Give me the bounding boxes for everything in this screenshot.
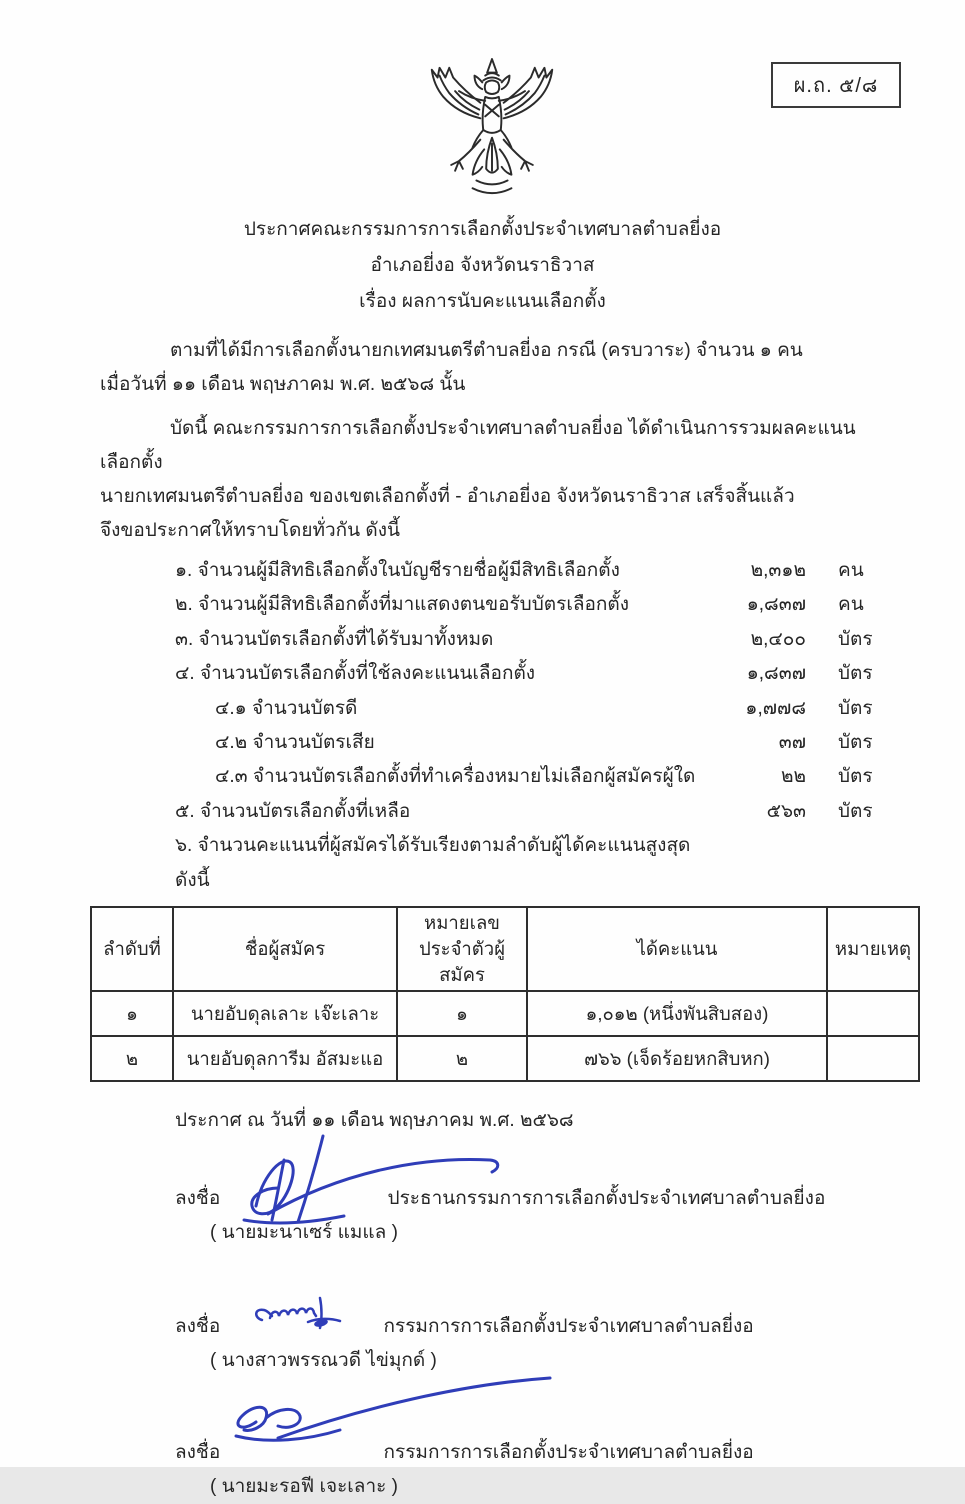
result-unit: บัตร xyxy=(838,766,873,788)
cell-note xyxy=(827,1036,919,1081)
sign-here-label: ลงชื่อ xyxy=(175,1442,221,1464)
cell-rank: ๒ xyxy=(91,1036,173,1081)
paragraph-1-line-1: ตามที่ได้มีการเลือกตั้งนายกเทศมนตรีตำบลยี่งอ กรณี (ครบวาระ) จำนวน ๑ คน xyxy=(170,340,803,361)
result-value xyxy=(706,829,806,898)
result-row xyxy=(175,760,880,794)
result-label: ๔.๓ จำนวนบัตรเลือกตั้งที่ทำเครื่องหมายไม่เลือกผู้สมัครผู้ใด xyxy=(215,766,696,788)
result-unit: บัตร xyxy=(838,628,873,650)
signature-row xyxy=(0,1436,965,1470)
result-row xyxy=(175,829,880,898)
result-unit: คน xyxy=(838,594,864,616)
result-label: ๒. จำนวนผู้มีสิทธิเลือกตั้งที่มาแสดงตนขอรับบัตรเลือกตั้ง xyxy=(175,594,630,616)
result-value: ๑,๘๓๗ xyxy=(746,594,806,616)
result-value: ๒,๓๑๒ xyxy=(750,560,806,581)
table-row xyxy=(91,1036,919,1081)
signer-title: ประธานกรรมการการเลือกตั้งประจำเทศบาลตำบลยี่งอ xyxy=(387,1188,826,1210)
result-value: ๒๒ xyxy=(780,766,806,788)
signature-block-commissioner-1 xyxy=(0,1310,965,1378)
result-row xyxy=(175,795,880,829)
paragraph-2-line-2: นายกเทศมนตรีตำบลยี่งอ ของเขตเลือกตั้งที่ - อำเภอยี่งอ จังหวัดนราธิวาส เสร็จสิ้นแล้ว xyxy=(100,486,795,507)
signer-name: ( นายมะรอฟี เจะเลาะ ) xyxy=(210,1476,398,1498)
cell-candidate-name: นายอับดุลเลาะ เจ๊ะเลาะ xyxy=(173,991,397,1036)
cell-note xyxy=(827,991,919,1036)
candidate-table-wrapper xyxy=(90,906,965,1082)
result-unit: บัตร xyxy=(838,663,873,685)
result-value: ๒,๔๐๐ xyxy=(750,628,806,650)
garuda-emblem xyxy=(424,56,560,207)
result-label: ๔.๒ จำนวนบัตรเสีย xyxy=(215,732,375,754)
result-unit: บัตร xyxy=(838,697,873,719)
form-code: ผ.ถ. ๕/๘ xyxy=(793,75,879,97)
table-row xyxy=(91,991,919,1036)
paragraph-2-line-1: บัดนี้ คณะกรรมการการเลือกตั้งประจำเทศบาลตำบลยี่งอ ได้ดำเนินการรวมผลคะแนนเลือกตั้ง xyxy=(100,418,856,473)
signature-block-commissioner-2 xyxy=(0,1436,965,1504)
result-row xyxy=(175,554,880,588)
paragraph-2 xyxy=(0,412,965,548)
signature-row xyxy=(0,1182,965,1216)
signer-name: ( นางสาวพรรณวดี ไข่มุกด์ ) xyxy=(210,1350,437,1372)
cell-score: ๑,๐๑๒ (หนึ่งพันสิบสอง) xyxy=(527,991,827,1036)
result-row xyxy=(175,657,880,691)
result-value: ๕๖๓ xyxy=(766,800,806,822)
document-subject-line: เรื่อง ผลการนับคะแนนเลือกตั้ง xyxy=(359,291,606,312)
header-note: หมายเหตุ xyxy=(827,907,919,991)
cell-candidate-number: ๑ xyxy=(397,991,527,1036)
cell-candidate-name: นายอับดุลการีม อัสมะแอ xyxy=(173,1036,397,1081)
sign-here-label: ลงชื่อ xyxy=(175,1316,221,1338)
result-label: ๑. จำนวนผู้มีสิทธิเลือกตั้งในบัญชีรายชื่อผู้มีสิทธิเลือกตั้ง xyxy=(175,560,620,581)
paragraph-1 xyxy=(0,334,965,402)
result-label: ๓. จำนวนบัตรเลือกตั้งที่ได้รับมาทั้งหมด xyxy=(175,628,494,650)
result-label: ๕. จำนวนบัตรเลือกตั้งที่เหลือ xyxy=(175,800,411,822)
cell-rank: ๑ xyxy=(91,991,173,1036)
result-value: ๓๗ xyxy=(778,732,806,754)
header-candidate-name: ชื่อผู้สมัคร xyxy=(173,907,397,991)
result-label: ๔. จำนวนบัตรเลือกตั้งที่ใช้ลงคะแนนเลือกตั้ง xyxy=(175,663,536,685)
cell-score: ๗๖๖ (เจ็ดร้อยหกสิบหก) xyxy=(527,1036,827,1081)
table-header-row xyxy=(91,907,919,991)
result-label: ๖. จำนวนคะแนนที่ผู้สมัครได้รับเรียงตามลำดับผู้ได้คะแนนสูงสุด ดังนี้ xyxy=(175,835,691,891)
announcement-date-line: ประกาศ ณ วันที่ ๑๑ เดือน พฤษภาคม พ.ศ. ๒๕๖๘ xyxy=(175,1110,574,1132)
signer-title: กรรมการการเลือกตั้งประจำเทศบาลตำบลยี่งอ xyxy=(383,1316,754,1338)
header-rank: ลำดับที่ xyxy=(91,907,173,991)
result-value: ๑,๗๗๘ xyxy=(745,697,806,719)
signature-row xyxy=(0,1310,965,1344)
commissioner-1-signature-image xyxy=(250,1294,370,1344)
signer-title: กรรมการการเลือกตั้งประจำเทศบาลตำบลยี่งอ xyxy=(383,1442,754,1464)
document-content xyxy=(0,212,965,1504)
result-unit xyxy=(806,829,880,898)
document-title-line-2: อำเภอยี่งอ จังหวัดนราธิวาส xyxy=(370,255,595,276)
header-score: ได้คะแนน xyxy=(527,907,827,991)
result-unit: คน xyxy=(838,560,864,581)
paragraph-2-line-3: จึงขอประกาศให้ทราบโดยทั่วกัน ดังนี้ xyxy=(100,520,401,541)
result-label: ๔.๑ จำนวนบัตรดี xyxy=(215,697,358,719)
result-row xyxy=(175,623,880,657)
cell-candidate-number: ๒ xyxy=(397,1036,527,1081)
document-title-line-1: ประกาศคณะกรรมการการเลือกตั้งประจำเทศบาลตำบลยี่งอ xyxy=(243,219,722,240)
form-code-box xyxy=(771,62,901,108)
result-value: ๑,๘๓๗ xyxy=(746,663,806,685)
result-unit: บัตร xyxy=(838,800,873,822)
result-row xyxy=(175,692,880,726)
signature-block-chairman xyxy=(0,1182,965,1250)
header-candidate-number: หมายเลข ประจำตัวผู้สมัคร xyxy=(397,907,527,991)
result-row xyxy=(175,726,880,760)
result-row xyxy=(175,588,880,622)
paragraph-1-line-2: เมื่อวันที่ ๑๑ เดือน พฤษภาคม พ.ศ. ๒๕๖๘ นั้น xyxy=(100,374,466,395)
sign-here-label: ลงชื่อ xyxy=(175,1188,221,1210)
candidate-table xyxy=(90,906,920,1082)
signer-name: ( นายมะนาเซร์ แมแล ) xyxy=(210,1222,398,1244)
result-unit: บัตร xyxy=(838,732,873,754)
results-list xyxy=(0,554,965,898)
